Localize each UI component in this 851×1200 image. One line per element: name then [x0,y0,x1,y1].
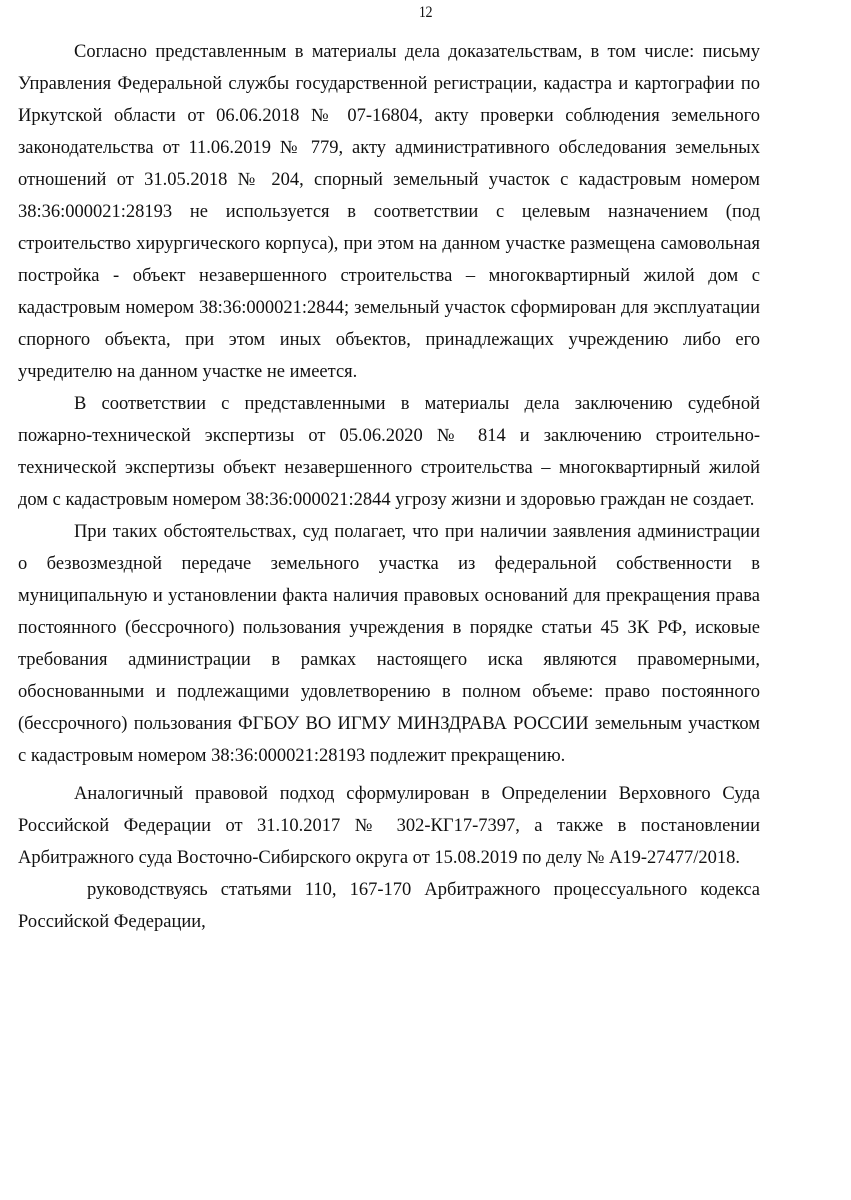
text-line: постройка - объект незавершенного строительства – многоквартирный жилой дом с [18,266,760,286]
text-line: Управления Федеральной службы государственной регистрации, кадастра и картографии по [18,74,760,94]
text-line: При таких обстоятельствах, суд полагает, что при наличии заявления администрации [74,522,760,542]
page-number: 12 [418,4,433,21]
text-line: о безвозмездной передаче земельного участка из федеральной собственности в [18,554,760,574]
text-line: постоянного (бессрочного) пользования учреждения в порядке статьи 45 ЗК РФ, исковые [18,618,760,638]
text-line: Согласно представленным в материалы дела доказательствам, в том числе: письму [74,42,760,62]
text-line: В соответствии с представленными в материалы дела заключению судебной [74,394,760,414]
text-line: с кадастровым номером 38:36:000021:28193 подлежит прекращению. [18,746,566,766]
text-line: законодательства от 11.06.2019 № 779, акту административного обследования земельных [18,138,760,158]
text-line: кадастровым номером 38:36:000021:2844; земельный участок сформирован для эксплуатации [18,298,760,318]
text-line: пожарно-технической экспертизы от 05.06.2020 № 814 и заключению строительно- [18,426,760,446]
text-line: Арбитражного суда Восточно-Сибирского округа от 15.08.2019 по делу № А19-27477/2018. [18,848,741,868]
text-line: обоснованными и подлежащими удовлетворению в полном объеме: право постоянного [18,682,760,702]
text-line: Иркутской области от 06.06.2018 № 07-16804, акту проверки соблюдения земельного [18,106,760,126]
text-line: Российской Федерации от 31.10.2017 № 302-КГ17-7397, а также в постановлении [18,816,760,836]
text-line: руководствуясь статьями 110, 167-170 Арбитражного процессуального кодекса [87,880,760,900]
text-line: отношений от 31.05.2018 № 204, спорный земельный участок с кадастровым номером [18,170,760,190]
text-line: технической экспертизы объект незавершенного строительства – многоквартирный жилой [18,458,760,478]
text-line: Аналогичный правовой подход сформулирован в Определении Верховного Суда [74,784,760,804]
text-line: Российской Федерации, [18,912,206,932]
text-line: дом с кадастровым номером 38:36:000021:2844 угрозу жизни и здоровью граждан не создает. [18,490,755,510]
text-line: (бессрочного) пользования ФГБОУ ВО ИГМУ МИНЗДРАВА РОССИИ земельным участком [18,714,760,734]
text-line: 38:36:000021:28193 не используется в соответствии с целевым назначением (под [18,202,760,222]
text-line: спорного объекта, при этом иных объектов, принадлежащих учреждению либо его [18,330,760,350]
text-line: строительство хирургического корпуса), при этом на данном участке размещена самовольная [18,234,760,254]
text-line: учредителю на данном участке не имеется. [18,362,358,382]
text-line: требования администрации в рамках настоящего иска являются правомерными, [18,650,760,670]
text-line: муниципальную и установлении факта наличия правовых оснований для прекращения права [18,586,760,606]
